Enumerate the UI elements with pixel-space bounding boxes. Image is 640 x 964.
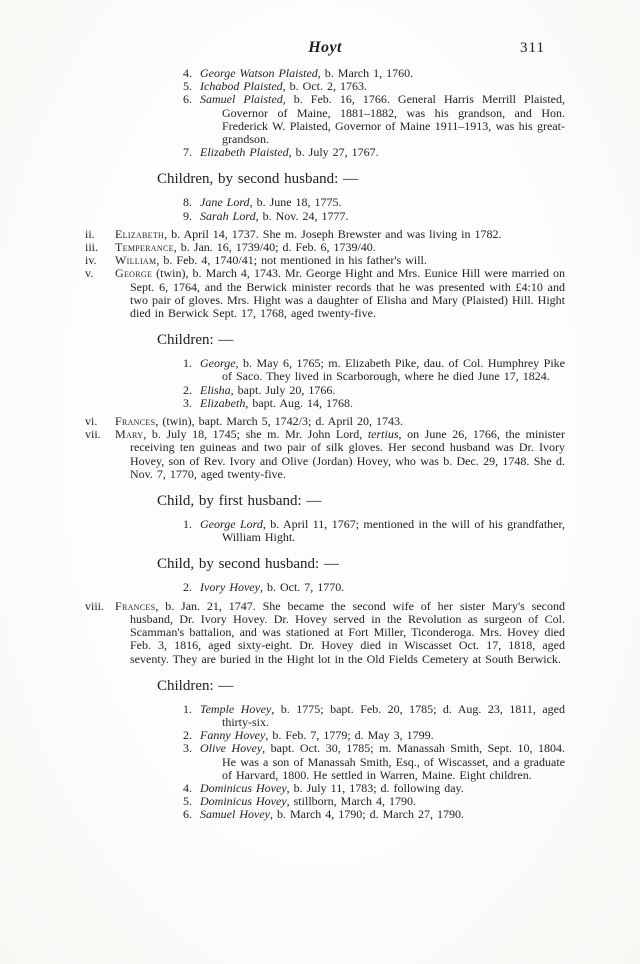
name-smallcaps: George	[115, 266, 153, 281]
name-smallcaps: William	[115, 253, 157, 268]
name-italic: Elizabeth Plaisted	[200, 145, 289, 160]
item-number: 7.	[183, 145, 192, 160]
roman-numeral: iii.	[85, 240, 99, 255]
name-smallcaps: Mary	[115, 427, 144, 442]
item-number: 1.	[183, 517, 192, 532]
name-italic: Samuel Hovey	[200, 807, 270, 822]
entry-text: , b. Feb. 7, 1779; d. May 3, 1799.	[265, 728, 434, 743]
name-italic: Olive Hovey	[200, 741, 263, 756]
section-heading: Children: —	[157, 677, 234, 694]
roman-numeral: v.	[85, 266, 94, 281]
entry-text: , b. July 11, 1783; d. following day.	[286, 780, 464, 795]
page-body	[85, 67, 565, 822]
name-italic: Elisha	[200, 382, 231, 397]
generation-entry	[85, 427, 566, 481]
name-smallcaps: Elizabeth	[115, 226, 165, 241]
entry-text: , on June 26, 1766, the minister receiving ten guineas and two pair of silk gloves. Her second husband was Dr. Ivory Hovey, son of Rev. Ivory and Olive (Jordan) Hovey, who was b. Dec. 29, 1748. She d. Nov. 7, 1770, aged twenty-five.	[130, 427, 566, 481]
item-number: 2.	[183, 728, 192, 743]
entry-text: , b. 1775; bapt. Feb. 20, 1785; d. Aug. 23, 1811, aged thirty-six.	[222, 701, 565, 729]
name-smallcaps: Temperance	[115, 240, 174, 255]
section-heading: Children: —	[157, 332, 234, 349]
child-list-item	[183, 208, 565, 223]
child-list-item	[183, 395, 565, 410]
item-number: 2.	[183, 580, 192, 595]
entry-text: , bapt. Aug. 14, 1768.	[245, 395, 353, 410]
name-italic: George Watson Plaisted	[200, 66, 318, 80]
entry-text: , b. Oct. 2, 1763.	[282, 79, 367, 94]
item-number: 2.	[183, 382, 192, 397]
page-header	[85, 39, 565, 59]
roman-numeral: ii.	[85, 226, 95, 241]
name-smallcaps: Frances	[115, 598, 156, 613]
item-number: 6.	[183, 807, 192, 822]
name-smallcaps: Frances	[115, 414, 156, 429]
item-number: 4.	[183, 780, 192, 795]
item-number: 3.	[183, 395, 192, 410]
name-italic: Ichabod Plaisted	[200, 79, 283, 94]
entry-text: , (twin), bapt. March 5, 1742/3; d. April 20, 1743.	[155, 414, 403, 429]
entry-text: , b. April 11, 1767; mentioned in the will of his grandfather, William Hight.	[222, 517, 565, 545]
name-italic: Elizabeth	[200, 395, 246, 410]
entry-text: , b. March 4, 1790; d. March 27, 1790.	[269, 807, 464, 822]
item-number: 5.	[183, 79, 192, 94]
section-heading: Child, by second husband: —	[157, 556, 339, 573]
name-italic: Temple Hovey	[200, 701, 272, 716]
roman-numeral: vi.	[85, 414, 98, 429]
entry-text: , b. March 1, 1760.	[317, 66, 414, 80]
running-title: Hoyt	[308, 39, 342, 56]
generation-entry	[85, 266, 565, 321]
page-number: 311	[520, 40, 545, 56]
entry-text: , b. July 27, 1767.	[288, 145, 379, 160]
entry-text: , b. Feb. 4, 1740/41; not mentioned in his father's will.	[156, 253, 427, 268]
generation-entry	[85, 598, 565, 666]
section-heading: Children, by second husband: —	[157, 171, 359, 188]
name-italic: Fanny Hovey	[200, 728, 266, 743]
entry-text: , stillborn, March 4, 1790.	[286, 794, 416, 809]
item-number: 3.	[183, 741, 192, 756]
name-italic: George	[200, 356, 236, 371]
entry-text: , b. April 14, 1737. She m. Joseph Brewster and was living in 1782.	[164, 226, 502, 241]
item-number: 6.	[183, 92, 192, 107]
entry-text: , b. May 6, 1765; m. Elizabeth Pike, dau. of Col. Humphrey Pike of Saco. They lived in Scarborough, where he died June 17, 1824.	[222, 356, 565, 384]
entry-text: , b. Jan. 16, 1739/40; d. Feb. 6, 1739/40.	[173, 240, 376, 255]
child-list-item	[183, 356, 565, 384]
roman-numeral: vii.	[85, 427, 101, 442]
child-list-item	[183, 145, 565, 160]
entry-text: , b. June 18, 1775.	[249, 195, 342, 210]
entry-text: , b. July 18, 1745; she m. Mr. John Lord,	[143, 427, 368, 442]
child-list-item	[183, 807, 565, 822]
item-number: 9.	[183, 208, 192, 223]
section-heading: Child, by first husband: —	[157, 493, 322, 510]
child-list-item	[183, 517, 565, 545]
entry-text: , bapt. July 20, 1766.	[230, 382, 336, 397]
item-number: 1.	[183, 356, 192, 371]
item-number: 8.	[183, 195, 192, 210]
child-list-item	[183, 580, 565, 595]
entry-text: , b. Oct. 7, 1770.	[259, 580, 345, 595]
name-italic: tertius	[367, 427, 399, 442]
name-italic: Jane Lord	[200, 195, 250, 210]
name-italic: George Lord	[200, 517, 263, 532]
item-number: 1.	[183, 701, 192, 716]
entry-text: , bapt. Oct. 30, 1785; m. Manassah Smith, Sept. 10, 1804. He was a son of Manassah Smith, Esq., of Wiscasset, and a graduate of Harvard, 1800. He settled in Warren, Maine. Eight children.	[222, 741, 565, 782]
roman-numeral: viii.	[85, 598, 105, 613]
name-italic: Samuel Plaisted	[200, 92, 283, 107]
child-list-item	[183, 741, 565, 782]
entry-text: (twin), b. March 4, 1743. Mr. George Hight and Mrs. Eunice Hill were married on Sept. 6, 1764, and the Berwick minister records that he was presented with £4:10 and two pair of gloves. Mrs. Hight was a daughter of Elisha and Mary (Plaisted) Hill. Hight died in Berwick Sept. 17, 1768, aged twenty-five.	[130, 266, 565, 321]
item-number: 4.	[183, 66, 192, 80]
name-italic: Dominicus Hovey	[200, 780, 287, 795]
name-italic: Ivory Hovey	[200, 580, 260, 595]
item-number: 5.	[183, 794, 192, 809]
entry-text: , b. Feb. 16, 1766. General Harris Merrill Plaisted, Governor of Maine, 1881–1882, was his grandson, and Hon. Frederick W. Plaisted, Governor of Maine 1911–1913, was his great-grandson.	[222, 92, 566, 147]
entry-text: , b. Nov. 24, 1777.	[255, 208, 349, 223]
child-list-item	[183, 92, 566, 147]
child-list-item	[183, 701, 565, 729]
name-italic: Dominicus Hovey	[200, 794, 287, 809]
roman-numeral: iv.	[85, 253, 97, 268]
name-italic: Sarah Lord	[200, 208, 256, 223]
entry-text: , b. Jan. 21, 1747. She became the second wife of her sister Mary's second husband, Dr. Ivory Hovey. Dr. Hovey served in the Revolution as surgeon of Col. Scamman's battalion, and was stationed at Fort Miller, Ticonderoga. Mrs. Hovey died Feb. 3, 1816, aged sixty-eight. Dr. Hovey died in Wiscasset Oct. 17, 1818, aged seventy. They are buried in the Hight lot in the Old Fields Cemetery at South Berwick.	[130, 598, 565, 666]
